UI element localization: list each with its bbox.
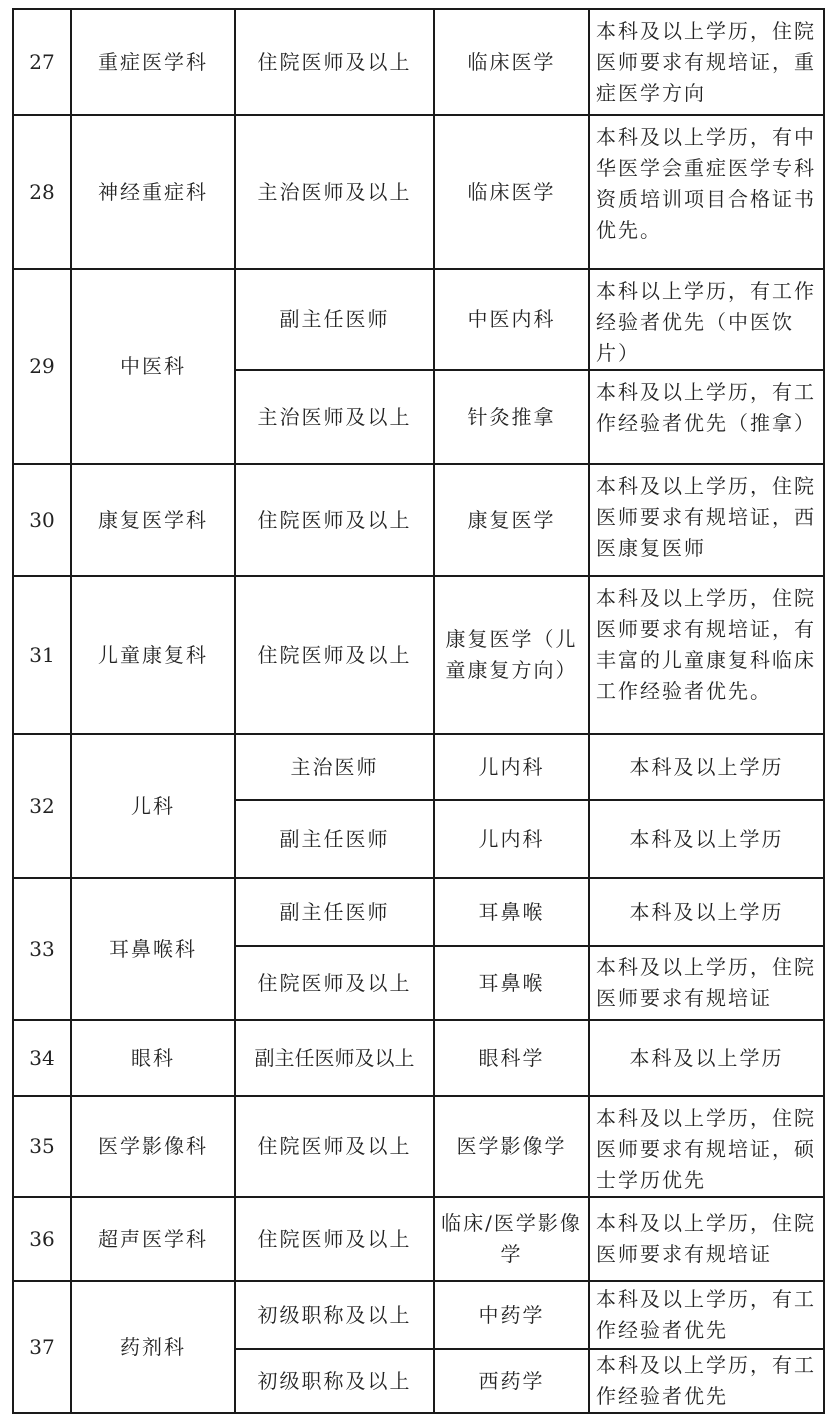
major-cell: 康复医学 (434, 464, 589, 576)
major-cell: 医学影像学 (434, 1096, 589, 1197)
requirement-cell: 本科及以上学历 (589, 800, 824, 878)
position-cell: 初级职称及以上 (235, 1349, 434, 1413)
major-cell: 针灸推拿 (434, 370, 589, 464)
major-cell: 临床/医学影像学 (434, 1197, 589, 1281)
major-cell: 眼科学 (434, 1020, 589, 1096)
department-cell: 耳鼻喉科 (71, 878, 235, 1020)
requirement-cell: 本科及以上学历，住院医师要求有规培证 (589, 1197, 824, 1281)
position-cell: 住院医师及以上 (235, 9, 434, 115)
table-row (13, 269, 824, 370)
major-cell: 临床医学 (434, 115, 589, 269)
requirement-cell: 本科及以上学历，住院医师要求有规培证，西医康复医师 (589, 464, 824, 576)
position-cell: 副主任医师 (235, 800, 434, 878)
row-number: 28 (13, 115, 71, 269)
table-row (13, 576, 824, 734)
recruitment-table (12, 8, 825, 1414)
requirement-cell: 本科及以上学历，住院医师要求有规培证 (589, 946, 824, 1020)
position-cell: 副主任医师及以上 (235, 1020, 434, 1096)
table-row (13, 115, 824, 269)
department-cell: 眼科 (71, 1020, 235, 1096)
requirement-cell: 本科及以上学历 (589, 878, 824, 946)
row-number: 35 (13, 1096, 71, 1197)
requirement-cell: 本科及以上学历，住院医师要求有规培证，重症医学方向 (589, 9, 824, 115)
table-row (13, 878, 824, 946)
department-cell: 康复医学科 (71, 464, 235, 576)
row-number: 30 (13, 464, 71, 576)
position-cell: 住院医师及以上 (235, 946, 434, 1020)
row-number: 31 (13, 576, 71, 734)
table-row (13, 1096, 824, 1197)
position-cell: 主治医师及以上 (235, 115, 434, 269)
requirement-cell: 本科及以上学历，有工作经验者优先 (589, 1281, 824, 1349)
row-number: 37 (13, 1281, 71, 1413)
department-cell: 儿童康复科 (71, 576, 235, 734)
position-cell: 住院医师及以上 (235, 576, 434, 734)
requirement-cell: 本科及以上学历 (589, 734, 824, 800)
table-row (13, 1197, 824, 1281)
requirement-cell: 本科及以上学历，有工作经验者优先 (589, 1349, 824, 1413)
requirement-cell: 本科及以上学历，有中华医学会重症医学专科资质培训项目合格证书优先。 (589, 115, 824, 269)
major-cell: 中药学 (434, 1281, 589, 1349)
table-row (13, 9, 824, 115)
department-cell: 儿科 (71, 734, 235, 878)
major-cell: 中医内科 (434, 269, 589, 370)
row-number: 29 (13, 269, 71, 464)
row-number: 36 (13, 1197, 71, 1281)
row-number: 33 (13, 878, 71, 1020)
department-cell: 药剂科 (71, 1281, 235, 1413)
table-row (13, 1281, 824, 1349)
row-number: 27 (13, 9, 71, 115)
department-cell: 中医科 (71, 269, 235, 464)
position-cell: 住院医师及以上 (235, 464, 434, 576)
position-cell: 副主任医师 (235, 878, 434, 946)
major-cell: 儿内科 (434, 800, 589, 878)
row-number: 34 (13, 1020, 71, 1096)
requirement-cell: 本科及以上学历，住院医师要求有规培证，硕士学历优先 (589, 1096, 824, 1197)
table-row (13, 464, 824, 576)
department-cell: 神经重症科 (71, 115, 235, 269)
position-cell: 副主任医师 (235, 269, 434, 370)
position-cell: 主治医师 (235, 734, 434, 800)
major-cell: 康复医学（儿童康复方向） (434, 576, 589, 734)
row-number: 32 (13, 734, 71, 878)
major-cell: 西药学 (434, 1349, 589, 1413)
position-cell: 主治医师及以上 (235, 370, 434, 464)
position-cell: 初级职称及以上 (235, 1281, 434, 1349)
department-cell: 医学影像科 (71, 1096, 235, 1197)
major-cell: 儿内科 (434, 734, 589, 800)
position-cell: 住院医师及以上 (235, 1096, 434, 1197)
major-cell: 临床医学 (434, 9, 589, 115)
requirement-cell: 本科及以上学历，有工作经验者优先（推拿） (589, 370, 824, 464)
table-row (13, 1020, 824, 1096)
department-cell: 重症医学科 (71, 9, 235, 115)
major-cell: 耳鼻喉 (434, 878, 589, 946)
major-cell: 耳鼻喉 (434, 946, 589, 1020)
requirement-cell: 本科以上学历，有工作经验者优先（中医饮片） (589, 269, 824, 370)
table-row (13, 734, 824, 800)
department-cell: 超声医学科 (71, 1197, 235, 1281)
requirement-cell: 本科及以上学历，住院医师要求有规培证，有丰富的儿童康复科临床工作经验者优先。 (589, 576, 824, 734)
position-cell: 住院医师及以上 (235, 1197, 434, 1281)
requirement-cell: 本科及以上学历 (589, 1020, 824, 1096)
